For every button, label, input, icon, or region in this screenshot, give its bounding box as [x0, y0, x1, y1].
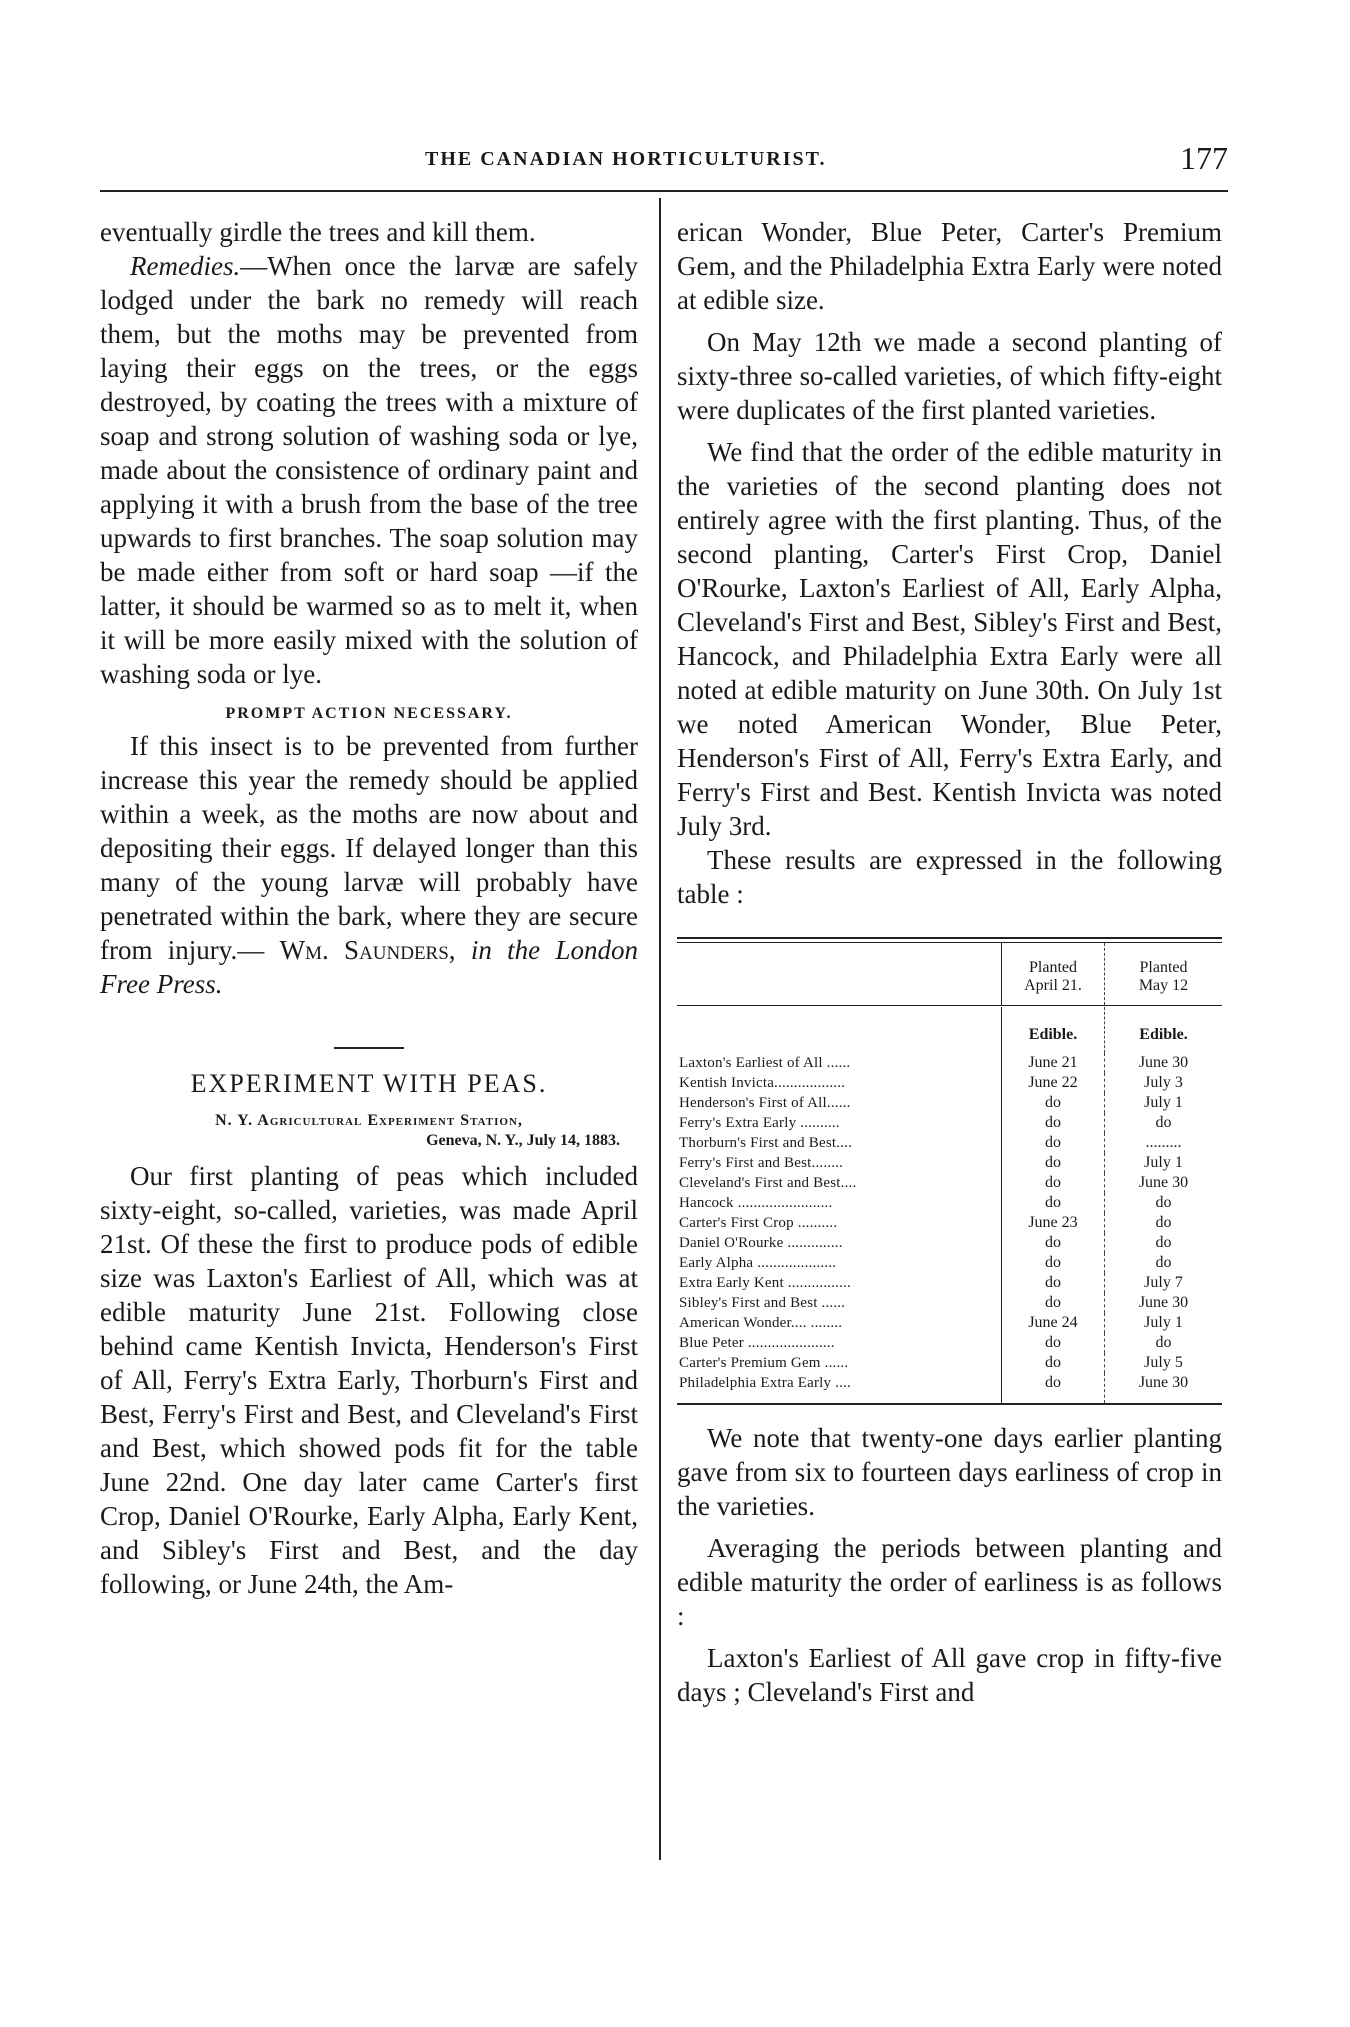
- april-edible-date: do: [1002, 1113, 1105, 1133]
- table-row: [677, 1153, 1222, 1173]
- april-edible-date: do: [1002, 1293, 1105, 1313]
- variety-name: Sibley's First and Best ......: [679, 1295, 846, 1311]
- paragraph-prompt-action: [100, 729, 638, 1001]
- table-row: [677, 1373, 1222, 1403]
- remedies-text: —When once the larvæ are safely lodged under the bark no remedy will reach them, but the moths may be prevented from laying their eggs on the trees, or the eggs destroyed, by coating the trees with a mixture of soap and strong solution of washing soda or lye, made about the consistence of ordinary paint and applying it with a brush from the base of the tree upwards to first branches. The soap solution may be made either from soft or hard soap —if the latter, it should be warmed so as to melt it, when it will be more easily mixed with the solution of washing soda or lye.: [100, 251, 638, 689]
- paragraph-first-planting: Our first planting of peas which included sixty-eight, so-called, varieties, was made April 21st. Of these the first to produce pods of edible size was Laxton's Earliest of All, which was at edible maturity June 21st. Following close behind came Kentish Invicta, Henderson's First of All, Ferry's Extra Early, Thorburn's First and Best, Ferry's First and Best, and Cleveland's First and Best, which showed pods fit for the table June 22nd. One day later came Carter's first Crop, Daniel O'Rourke, Early Alpha, Early Kent, and Sibley's First and Best, and the day following, or June 24th, the Am-: [100, 1161, 638, 1599]
- april-edible-date: do: [1002, 1093, 1105, 1113]
- variety-name: Blue Peter ......................: [679, 1335, 835, 1351]
- signature-name: Wm. Saunders,: [279, 935, 456, 965]
- may-edible-date: .........: [1105, 1133, 1223, 1153]
- april-edible-date: June 23: [1002, 1213, 1105, 1233]
- table-row: [677, 1093, 1222, 1113]
- variety-name: Henderson's First of All......: [679, 1095, 851, 1111]
- variety-name: Extra Early Kent ................: [679, 1275, 851, 1291]
- variety-name: Laxton's Earliest of All ......: [679, 1055, 851, 1071]
- april-edible-date: do: [1002, 1153, 1105, 1173]
- april-edible-date: do: [1002, 1373, 1105, 1403]
- paragraph-continued: eventually girdle the trees and kill them.: [100, 217, 536, 247]
- article-title: EXPERIMENT WITH PEAS.: [190, 1069, 548, 1098]
- table-row: [677, 1353, 1222, 1373]
- variety-name: Carter's Premium Gem ......: [679, 1355, 849, 1371]
- table-row: [677, 1313, 1222, 1333]
- may-edible-date: July 3: [1105, 1073, 1223, 1093]
- table-row: [677, 1333, 1222, 1353]
- may-edible-date: July 5: [1105, 1353, 1223, 1373]
- byline-station: N. Y. Agricultural Experiment Station,: [215, 1112, 523, 1129]
- paragraph-remedies: [100, 249, 638, 691]
- table-row: [677, 1133, 1222, 1153]
- variety-name: Hancock ........................: [679, 1195, 833, 1211]
- april-edible-date: do: [1002, 1353, 1105, 1373]
- variety-name: Ferry's First and Best........: [679, 1155, 844, 1171]
- paragraph-second-planting: On May 12th we made a second planting of sixty-three so-called varieties, of which fifty-eight were duplicates of the first planted varieties.: [677, 327, 1222, 425]
- variety-name: American Wonder.... ........: [679, 1315, 843, 1331]
- right-column: [677, 215, 1222, 1709]
- table-row: [677, 1253, 1222, 1273]
- variety-name: Carter's First Crop ..........: [679, 1215, 838, 1231]
- april-edible-date: June 22: [1002, 1073, 1105, 1093]
- left-column: [100, 215, 638, 1601]
- header-rule: [100, 190, 1228, 192]
- april-edible-date: June 24: [1002, 1313, 1105, 1333]
- col-head-may: Planted May 12: [1105, 943, 1223, 1006]
- paragraph-laxton: Laxton's Earliest of All gave crop in fifty-five days ; Cleveland's First and: [677, 1643, 1222, 1707]
- may-edible-date: do: [1105, 1113, 1223, 1133]
- table-header-row: [677, 943, 1222, 1006]
- prompt-action-text: If this insect is to be prevented from further increase this year the remedy should be applied within a week, as the moths are now about and depositing their eggs. If delayed longer than this many of the young larvæ will probably have penetrated within the bark, where they are secure from injury.—: [100, 731, 638, 965]
- table-row: [677, 1073, 1222, 1093]
- table-row: [677, 1193, 1222, 1213]
- table-bottom-rule: [677, 1403, 1222, 1405]
- may-edible-date: do: [1105, 1193, 1223, 1213]
- may-edible-date: June 30: [1105, 1173, 1223, 1193]
- table-row: [677, 1173, 1222, 1193]
- variety-name: Philadelphia Extra Early ....: [679, 1375, 852, 1391]
- april-edible-date: do: [1002, 1273, 1105, 1293]
- table-row: [677, 1213, 1222, 1233]
- paragraph-note: We note that twenty-one days earlier planting gave from six to fourteen days earliness of crop in the varieties.: [677, 1423, 1222, 1521]
- may-edible-date: June 30: [1105, 1053, 1223, 1073]
- table-row: [677, 1273, 1222, 1293]
- may-edible-date: July 1: [1105, 1313, 1223, 1333]
- may-edible-date: July 7: [1105, 1273, 1223, 1293]
- april-edible-date: do: [1002, 1253, 1105, 1273]
- subheading-prompt-action: PROMPT ACTION NECESSARY.: [225, 705, 513, 722]
- section-separator: [334, 1047, 404, 1049]
- april-edible-date: do: [1002, 1333, 1105, 1353]
- paragraph-table-intro: These results are expressed in the following table :: [677, 845, 1222, 909]
- april-edible-date: do: [1002, 1193, 1105, 1213]
- table-row: [677, 1233, 1222, 1253]
- variety-name: Daniel O'Rourke ..............: [679, 1235, 843, 1251]
- variety-name: Kentish Invicta..................: [679, 1075, 846, 1091]
- may-edible-date: do: [1105, 1333, 1223, 1353]
- pea-table-grid: [677, 943, 1222, 1403]
- journal-title: THE CANADIAN HORTICULTURIST.: [425, 148, 827, 170]
- may-edible-date: June 30: [1105, 1373, 1223, 1403]
- table-row: [677, 1293, 1222, 1313]
- april-edible-date: do: [1002, 1173, 1105, 1193]
- april-edible-date: do: [1002, 1133, 1105, 1153]
- pea-table: [677, 937, 1222, 1405]
- running-header: [100, 140, 1228, 184]
- col-head-april: Planted April 21.: [1002, 943, 1105, 1006]
- april-edible-date: June 21: [1002, 1053, 1105, 1073]
- remedies-label: Remedies.: [130, 251, 241, 281]
- variety-name: Cleveland's First and Best....: [679, 1175, 857, 1191]
- may-edible-date: July 1: [1105, 1093, 1223, 1113]
- may-edible-date: June 30: [1105, 1293, 1223, 1313]
- may-edible-date: July 1: [1105, 1153, 1223, 1173]
- may-edible-date: do: [1105, 1233, 1223, 1253]
- may-edible-date: do: [1105, 1213, 1223, 1233]
- byline: [100, 1111, 638, 1151]
- variety-name: Thorburn's First and Best....: [679, 1135, 853, 1151]
- byline-date: Geneva, N. Y., July 14, 1883.: [426, 1132, 620, 1149]
- variety-name: Ferry's Extra Early ..........: [679, 1115, 840, 1131]
- paragraph-continued-right: erican Wonder, Blue Peter, Carter's Premium Gem, and the Philadelphia Extra Early were noted at edible size.: [677, 217, 1222, 315]
- column-divider: [659, 198, 661, 1860]
- table-row: [677, 1053, 1222, 1073]
- table-row: [677, 1113, 1222, 1133]
- may-edible-date: do: [1105, 1253, 1223, 1273]
- paragraph-averaging: Averaging the periods between planting and edible maturity the order of earliness is as follows :: [677, 1533, 1222, 1631]
- paragraph-order: We find that the order of the edible maturity in the varieties of the second planting does not entirely agree with the first planting. Thus, of the second planting, Carter's First Crop, Daniel O'Rourke, Laxton's Earliest of All, Early Alpha, Cleveland's First and Best, Sibley's First and Best, Hancock, and Philadelphia Extra Early were all noted at edible maturity on June 30th. On July 1st we noted American Wonder, Blue Peter, Henderson's First of All, Ferry's Extra Early, and Ferry's First and Best. Kentish Invicta was noted July 3rd.: [677, 437, 1222, 841]
- table-body: [677, 1053, 1222, 1403]
- table-subheader-row: [677, 1007, 1222, 1053]
- variety-name: Early Alpha ....................: [679, 1255, 837, 1271]
- sub-head-april: Edible.: [1002, 1007, 1105, 1053]
- sub-head-may: Edible.: [1105, 1007, 1223, 1053]
- page-number: 177: [1180, 140, 1228, 176]
- april-edible-date: do: [1002, 1233, 1105, 1253]
- signature-source: in the London Free Press.: [100, 935, 638, 999]
